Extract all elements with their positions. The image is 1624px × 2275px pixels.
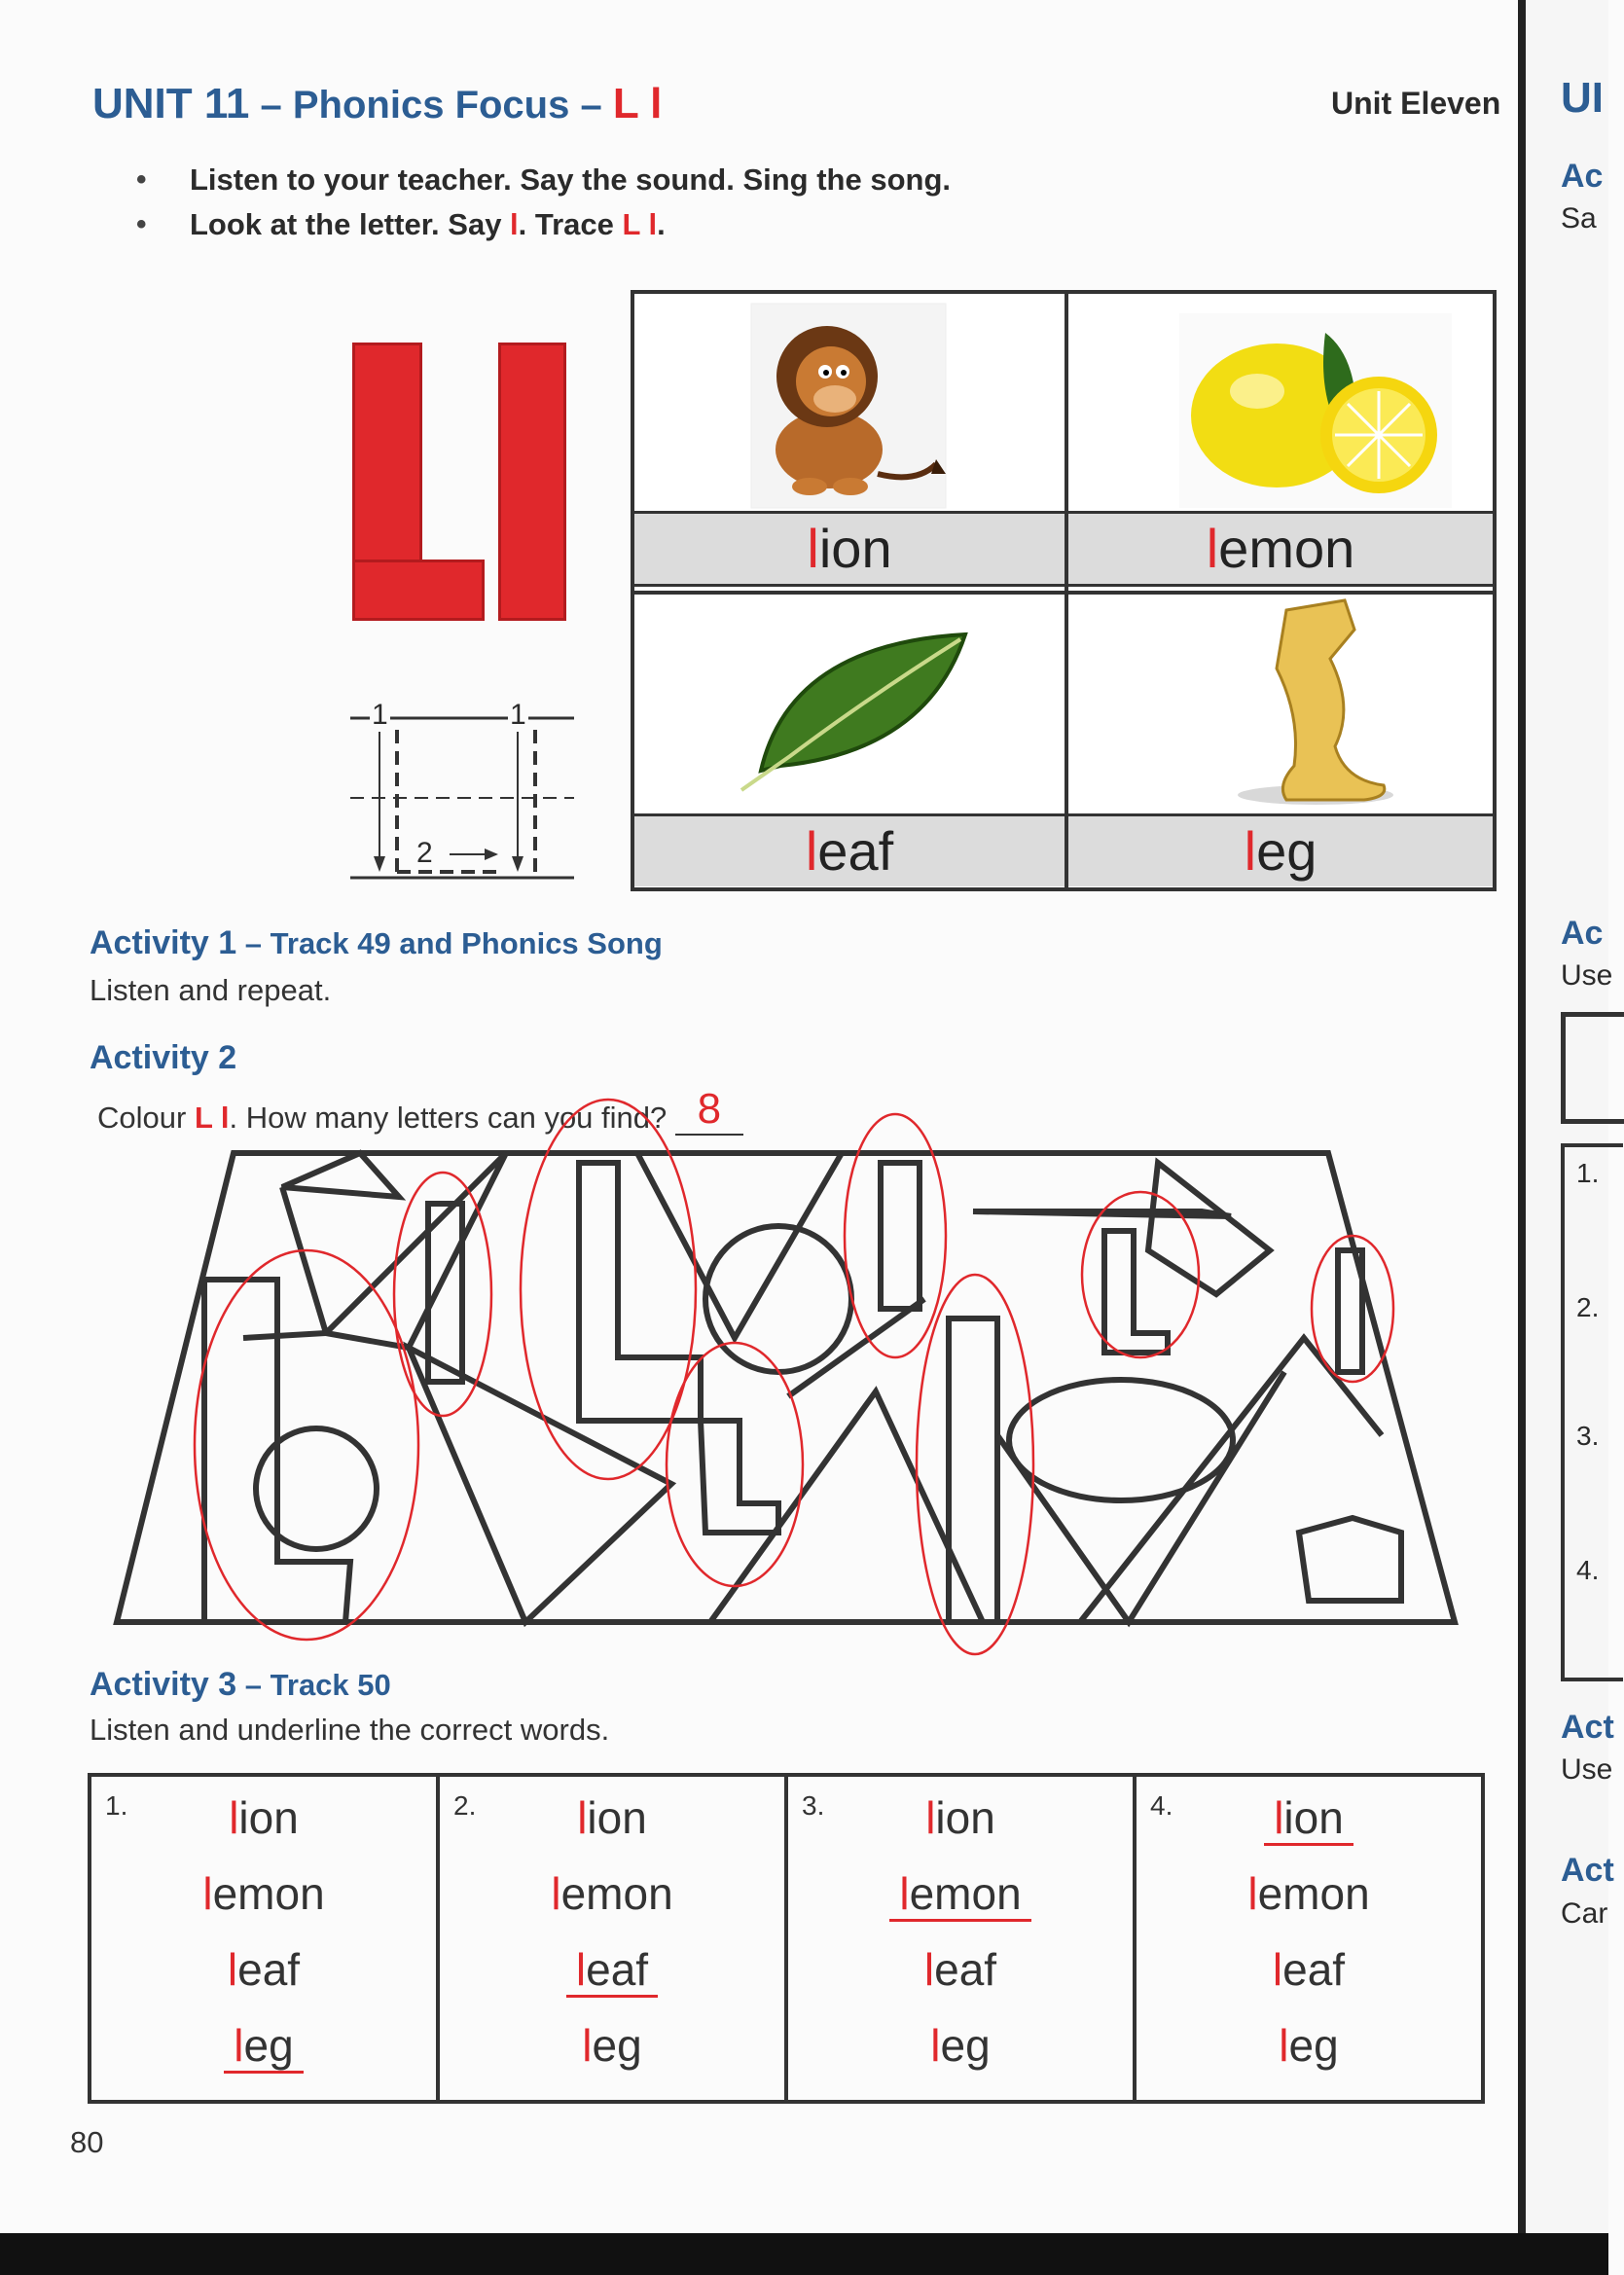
phonics-focus-label: – Phonics Focus – (249, 84, 613, 126)
label-lemon (1068, 511, 1493, 587)
instruction-item (136, 158, 951, 202)
word-option[interactable] (1137, 1943, 1481, 1996)
word-option[interactable] (788, 2019, 1133, 2072)
word-rest: eaf (586, 1944, 649, 1995)
word-first: l (577, 1792, 588, 1843)
word-option[interactable] (91, 1943, 436, 1996)
word-rest: eaf (1282, 1944, 1346, 1995)
word-first: l (925, 1792, 936, 1843)
label-rest: emon (1218, 518, 1355, 579)
word-choice-table (88, 1773, 1485, 2104)
activity-2-heading: Activity 2 (90, 1039, 237, 1076)
word-first: l (1272, 1944, 1283, 1995)
word-option[interactable] (1137, 2019, 1481, 2072)
next-page-activity: Ac (1561, 158, 1604, 195)
word-rest: eg (243, 2020, 294, 2071)
word-first: l (930, 2020, 941, 2071)
next-page-activity: Act (1561, 1709, 1614, 1746)
next-page-activity: Ac (1561, 915, 1604, 952)
word-rest: ion (238, 1792, 299, 1843)
word-first: l (234, 2020, 244, 2071)
word-rest: emon (212, 1868, 325, 1919)
instruction-item (136, 202, 951, 247)
activity-3-track: – Track 50 (236, 1668, 391, 1702)
word-option[interactable] (788, 1943, 1133, 1996)
word-column-4 (1137, 1777, 1481, 2100)
next-page-table (1561, 1143, 1623, 1681)
word-option[interactable] (440, 1867, 784, 1920)
next-page-number: 1. (1576, 1158, 1600, 1188)
word-rest: eg (592, 2020, 642, 2071)
next-page-number: 3. (1576, 1421, 1600, 1451)
word-column-3 (788, 1777, 1137, 2100)
word-rest: ion (1283, 1792, 1344, 1843)
instruction-letter: l (510, 207, 519, 241)
activity-3-title: Activity 3 (90, 1666, 237, 1703)
word-first: l (551, 1868, 561, 1919)
label-rest: ion (818, 518, 892, 579)
answer-circles (195, 1100, 1393, 1654)
word-rest: ion (935, 1792, 995, 1843)
label-first-letter: l (805, 820, 818, 882)
activity-3-text: Listen and underline the correct words. (90, 1713, 610, 1747)
label-leaf (634, 813, 1065, 886)
activity-1-text: Listen and repeat. (90, 973, 332, 1007)
leg-picture (1209, 600, 1403, 810)
label-lion (634, 511, 1065, 587)
word-first: l (202, 1868, 213, 1919)
word-rest: emon (560, 1868, 673, 1919)
word-option[interactable] (440, 2019, 784, 2072)
label-rest: eg (1256, 820, 1317, 882)
trace-number-1: 1 (372, 699, 388, 731)
big-letter-L-foot (352, 560, 485, 621)
next-page-text: Use (1561, 959, 1613, 992)
word-option[interactable] (440, 1791, 784, 1844)
word-option-underlined[interactable] (440, 1943, 784, 1996)
word-option-underlined[interactable] (788, 1867, 1133, 1920)
activity-1-title: Activity 1 (90, 924, 237, 961)
label-first-letter: l (1206, 518, 1219, 579)
word-rest: ion (587, 1792, 647, 1843)
next-page-number: 2. (1576, 1292, 1600, 1322)
word-first: l (582, 2020, 593, 2071)
picture-grid (631, 290, 1497, 891)
scan-bottom-edge (0, 2233, 1608, 2275)
next-page-edge (1518, 0, 1614, 2233)
word-rest: emon (1257, 1868, 1370, 1919)
word-first: l (227, 1944, 238, 1995)
instruction-text: . Trace (518, 207, 623, 241)
label-rest: eaf (817, 820, 894, 882)
column-number: 1. (105, 1790, 128, 1821)
activity-2-letters: L l (194, 1101, 230, 1135)
instruction-text: Look at the letter. Say (190, 207, 511, 241)
next-page-number: 4. (1576, 1555, 1600, 1585)
big-letter-l (498, 343, 566, 621)
trace-number-1b: 1 (510, 699, 526, 731)
page-number: 80 (70, 2125, 104, 2159)
activity-2-text (97, 1085, 743, 1136)
instruction-letters: L l (622, 207, 658, 241)
column-number: 2. (453, 1790, 477, 1821)
word-option[interactable] (788, 1791, 1133, 1844)
unit-label: UNIT 11 (92, 80, 250, 127)
hidden-letters-puzzle (107, 1143, 1460, 1640)
next-page-text: Use (1561, 1753, 1613, 1786)
next-page-box (1561, 1012, 1624, 1124)
answer-blank[interactable] (675, 1085, 743, 1136)
word-column-1 (91, 1777, 440, 2100)
leaf-picture (732, 605, 985, 800)
word-rest: eg (1288, 2020, 1339, 2071)
activity-2-text-pre: Colour (97, 1101, 195, 1135)
next-page-text: Sa (1561, 202, 1597, 235)
focus-letters: L l (612, 80, 663, 127)
word-option[interactable] (91, 1867, 436, 1920)
grid-middle-line (634, 591, 1493, 595)
next-page-activity: Act (1561, 1852, 1614, 1889)
word-rest: eaf (934, 1944, 997, 1995)
word-option-underlined[interactable] (1137, 1791, 1481, 1844)
unit-title (92, 80, 662, 128)
word-rest: eg (940, 2020, 991, 2071)
word-option[interactable] (1137, 1867, 1481, 1920)
word-column-2 (440, 1777, 788, 2100)
activity-2-text-post: . How many letters can you find? (229, 1101, 675, 1135)
next-page-text: Car (1561, 1897, 1608, 1930)
activity-1-track: – Track 49 and Phonics Song (236, 926, 663, 960)
word-first: l (1274, 1792, 1284, 1843)
word-option[interactable] (91, 1791, 436, 1844)
word-first: l (575, 1944, 587, 1995)
column-number: 4. (1150, 1790, 1173, 1821)
word-option-underlined[interactable] (91, 2019, 436, 2072)
word-first: l (229, 1792, 239, 1843)
word-first: l (1247, 1868, 1258, 1919)
label-first-letter: l (807, 518, 819, 579)
unit-eleven-label: Unit Eleven (1331, 86, 1501, 121)
lemon-picture (1179, 313, 1452, 508)
word-first: l (1279, 2020, 1289, 2071)
word-first: l (923, 1944, 935, 1995)
label-first-letter: l (1244, 820, 1257, 882)
next-page-unit: UI (1561, 74, 1604, 122)
word-rest: eaf (237, 1944, 301, 1995)
instruction-text: . (657, 207, 666, 241)
activity-2-answer: 8 (697, 1085, 722, 1133)
activity-1-heading (90, 924, 663, 962)
trace-number-2: 2 (416, 837, 433, 869)
column-number: 3. (802, 1790, 825, 1821)
instructions-list (136, 158, 951, 247)
instruction-text: Listen to your teacher. Say the sound. Sing the song. (190, 162, 952, 197)
activity-3-heading (90, 1666, 391, 1704)
word-first: l (899, 1868, 910, 1919)
word-rest: emon (909, 1868, 1022, 1919)
lion-picture (741, 304, 956, 508)
label-leg (1068, 813, 1493, 886)
